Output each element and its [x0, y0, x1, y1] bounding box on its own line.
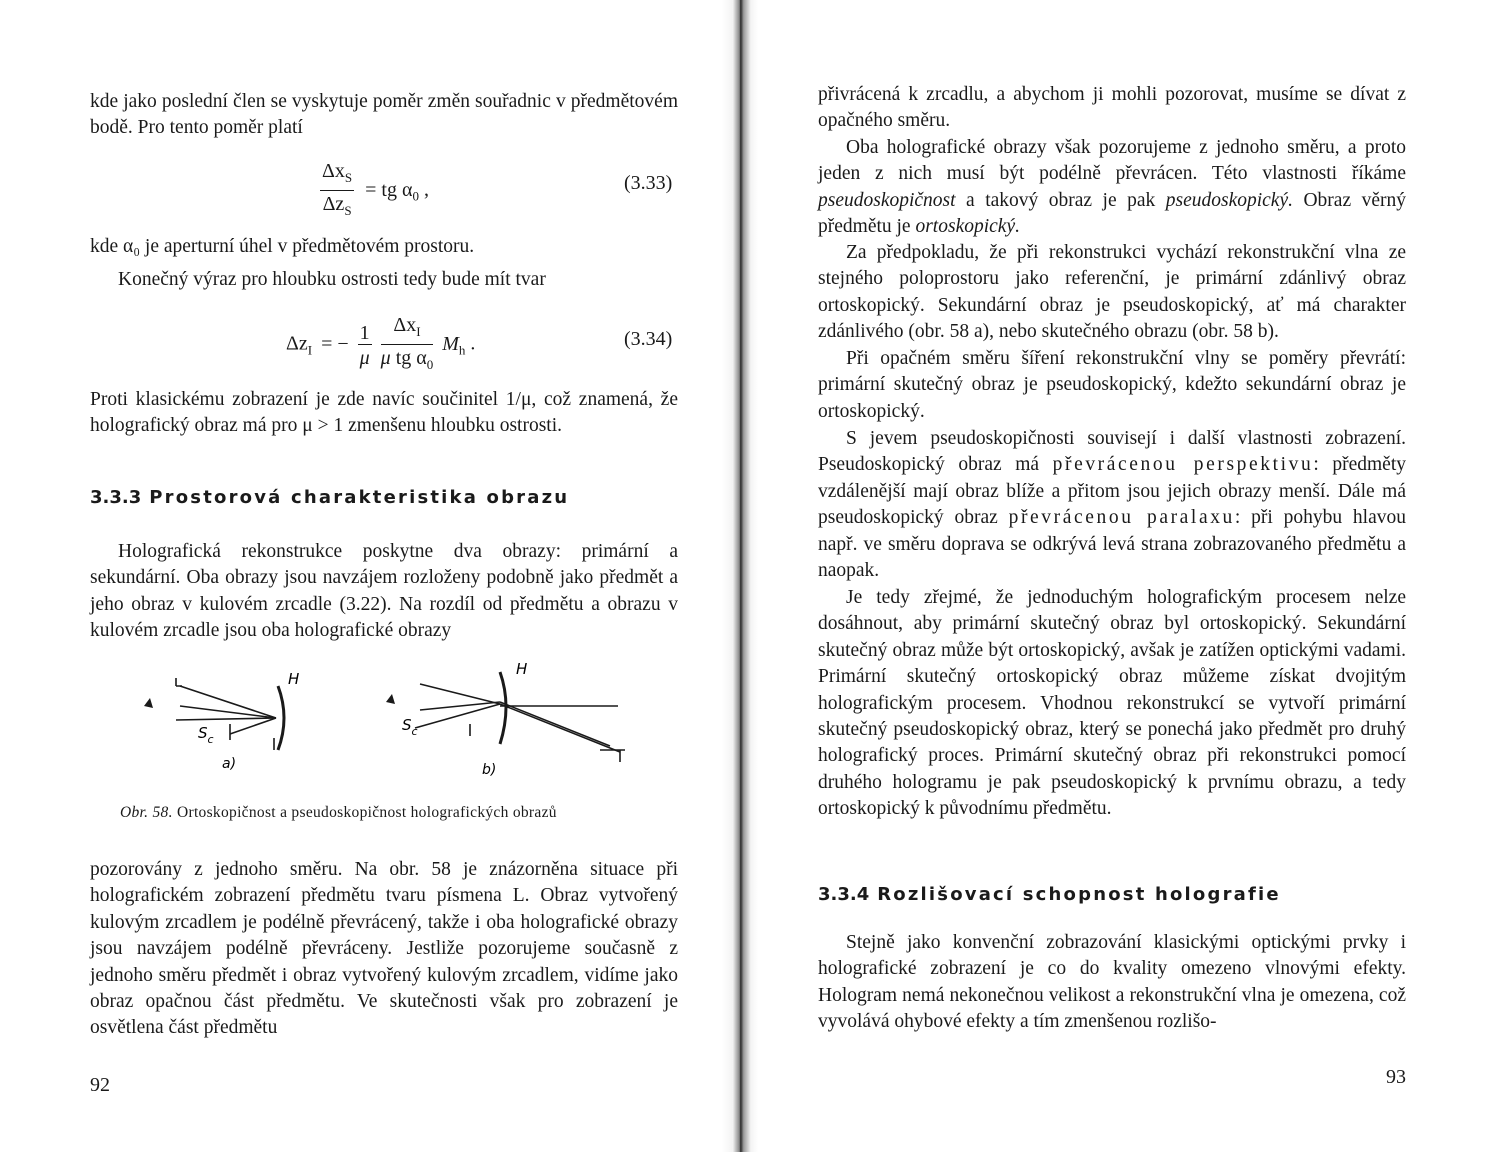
paragraph: přivrácená k zrcadlu, a abychom ji mohli pozorovat, musíme se dívat z opačného směru.: [818, 84, 1406, 132]
label-sc: $S_c$: [402, 716, 418, 738]
section-heading: 3.3.4 Rozlišovací schopnost holografie: [818, 884, 1281, 905]
paragraph: Stejně jako konvenční zobrazování klasickými optickými prvky i holografické zobrazení je co do kvality omezeno vlnovými efekty. Hologram nemá nekonečnou velikost a rekonstrukční vlna je omezena, což vyvolává ohybové efekty a tím zmenšenou rozlišo-: [818, 932, 1406, 1033]
left-page: [0, 0, 722, 1152]
paragraph: kde α₀ je aperturní úhel v předmětovém prostoru.: [90, 236, 475, 257]
paragraph: Holografická rekonstrukce poskytne dva obrazy: primární a sekundární. Oba obrazy jsou navzájem rozloženy podobně jako předmět a jeho obraz v kulovém zrcadle (3.22). Na rozdíl od předmětu a obrazu v kulovém zrcadle jsou oba holografické obrazy: [90, 541, 678, 642]
page-number: 92: [90, 1074, 110, 1096]
paragraph: Při opačném směru šíření rekonstrukční vlny se poměry převrátí: primární skutečný obraz je pseudoskopický, kdežto sekundární obraz je ortoskopický.: [818, 348, 1406, 422]
equation-3-33: $\frac{\Delta x_S}{\Delta z_S}$ = tg $\alpha_0$ ,: [320, 160, 429, 222]
paragraph: pozorovány z jednoho směru. Na obr. 58 je znázorněna situace při holografickém zobrazení předmětu tvaru písmena L. Obraz vytvořený kulovým zrcadlem je podélně převrácený, takže i oba holografické obrazy jsou navzájem podélně převráceny. Jestliže pozorujeme současně z jednoho směru předmět i obraz vytvořený kulovým zrcadlem, vidíme jako obraz opačnou část předmětu. Ve skutečnosti však pro zobrazení je osvětlena část předmětu: [90, 859, 678, 1039]
paragraph: S jevem pseudoskopičnosti souvisejí i další vlastnosti zobrazení. Pseudoskopický obraz má převrácenou perspektivu: předměty vzdálenější mají obraz blíže a přitom jsou jejich obrazy menší. Dále má pseudoskopický obraz převrácenou paralaxu: při pohybu hlavou např. ve směru doprava se odkrývá levá strana zobrazovaného předmětu a naopak.: [818, 428, 1407, 582]
right-page: [758, 0, 1506, 1152]
label-sc: $S_c$: [198, 724, 214, 746]
label-a: a): [222, 756, 237, 772]
page-number: 93: [1386, 1066, 1406, 1088]
label-h: H: [288, 670, 300, 688]
equation-3-34: $\Delta z_I$ = − $\frac{1}{\mu}$ $\frac{\Delta x_I}{\mu tg \alpha_0}$ $M_h$ .: [286, 314, 476, 372]
paragraph: kde jako poslední člen se vyskytuje poměr změn souřadnic v předmětovém bodě. Pro tento poměr platí: [90, 91, 678, 139]
paragraph: Proti klasickému zobrazení je zde navíc součinitel 1/μ, což znamená, že holografický obraz má pro μ > 1 zmenšenu hloubku ostrosti.: [90, 389, 678, 437]
paragraph: Konečný výraz pro hloubku ostrosti tedy bude mít tvar: [118, 269, 546, 290]
section-heading: 3.3.3 Prostorová charakteristika obrazu: [90, 487, 570, 508]
equation-number: (3.33): [624, 172, 673, 194]
fraction: $\frac{\Delta x_S}{\Delta z_S}$: [322, 160, 353, 218]
paragraph: Je tedy zřejmé, že jednoduchým holografickým procesem nelze dosáhnout, aby primární skutečný obraz byl ortoskopický. Sekundární skutečný obraz může být ortoskopický, avšak je zatížen optickými vadami. Primární skutečný ortoskopický obraz můžeme získat dvojitým holografickým procesem. Vhodnou rekonstrukcí se vytvoří primární skutečný pseudoskopický obraz, který se ponechá jako předmět pro druhý holografický proces. Primární skutečný obraz při rekonstrukci pomocí druhého hologramu je pak pseudoskopický k prvnímu obrazu, a tedy ortoskopický k původnímu předmětu.: [818, 587, 1406, 820]
paragraph: Za předpokladu, že při rekonstrukci vychází rekonstrukční vlna ze stejného poloprostoru jako referenční, je primární zdánlivý obraz ortoskopický. Sekundární obraz je pseudoskopický, ať má charakter zdánlivého (obr. 58 a), nebo skutečného obrazu (obr. 58 b).: [818, 242, 1406, 343]
equation-number: (3.34): [624, 328, 673, 350]
figure-caption: Obr. 58. Ortoskopičnost a pseudoskopičnost holografických obrazů: [120, 804, 557, 821]
paragraph: Oba holografické obrazy však pozorujeme z jednoho směru, a proto jeden z nich musí být podélně převrácen. Této vlastnosti říkáme pseudoskopičnost a takový obraz je pak pseudoskopický. Obraz věrný předmětu je ortoskopický.: [818, 137, 1406, 238]
label-b: b): [482, 762, 497, 778]
book-gutter: [722, 0, 758, 1152]
label-h: H: [516, 660, 528, 678]
figure-58: [130, 658, 660, 778]
